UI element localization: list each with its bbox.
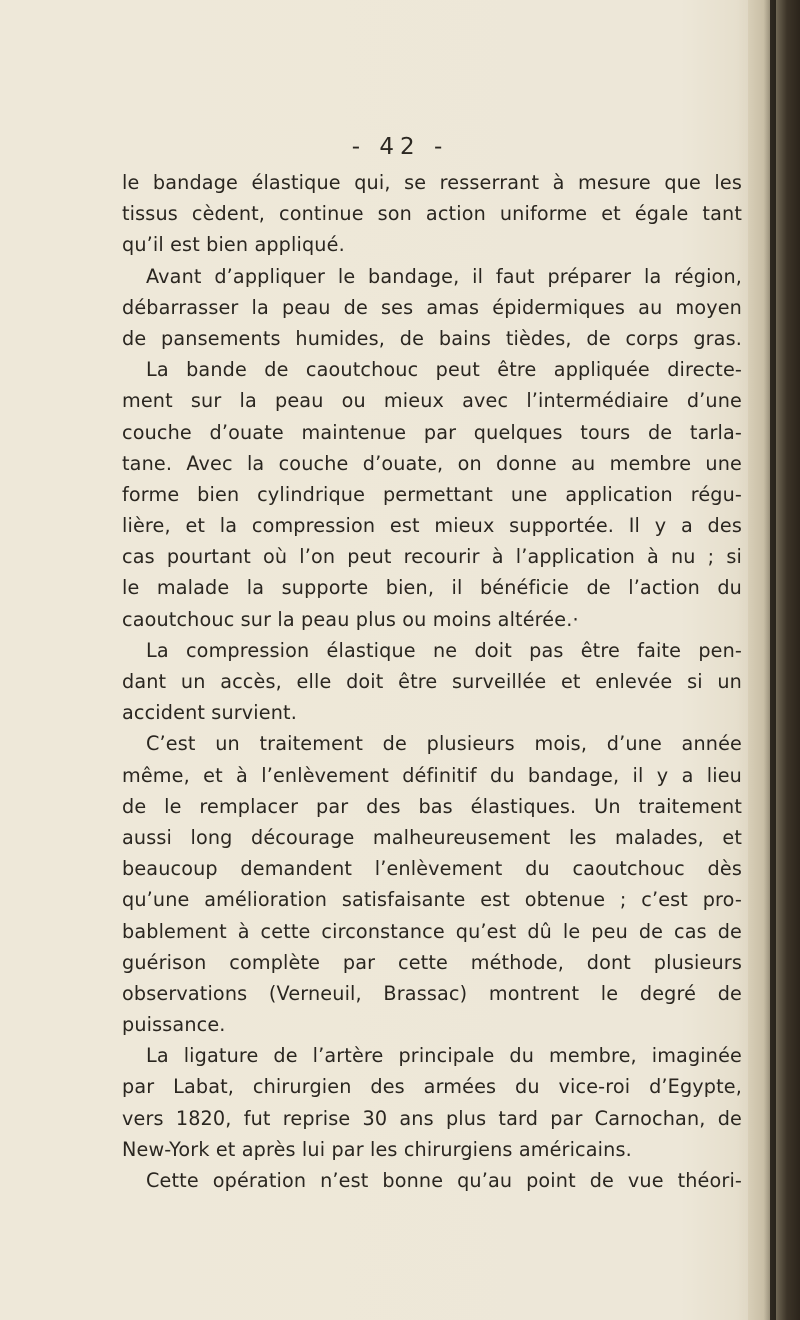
text-line: même, et à l’enlèvement définitif du bandage, il y a lieu [122,763,742,787]
text-line: le bandage élastique qui, se resserrant à mesure que les [122,171,742,194]
paragraph-start-line: Avant d’appliquer le bandage, il faut préparer la région, [146,264,742,288]
text-line: de le remplacer par des bas élastiques. Un traitement [122,794,742,818]
text-line: caoutchouc sur la peau plus ou moins altérée.· [122,607,579,631]
text-line: accident survient. [122,701,297,725]
text-line: lière, et la compression est mieux supportée. Il y a des [122,514,742,538]
text-line: vers 1820, fut reprise 30 ans plus tard par Carnochan, de [122,1106,742,1130]
text-line: puissance. [122,1013,226,1037]
text-line: par Labat, chirurgien des armées du vice-roi d’Egypte, [122,1075,742,1099]
text-line: cas pourtant où l’on peut recourir à l’application à nu ; si [122,545,742,569]
paragraph-start-line: La bande de caoutchouc peut être appliquée directe- [146,358,742,382]
text-line: tane. Avec la couche d’ouate, on donne au membre une [122,451,742,475]
text-line: forme bien cylindrique permettant une application régu- [122,482,742,506]
page-number: - 42 - [351,134,449,160]
text-line: tissus cèdent, continue son action uniforme et égale tant [122,202,742,226]
paragraph-start-line: La ligature de l’artère principale du membre, imaginée [146,1044,742,1068]
body-text [122,167,742,1196]
text-line: le malade la supporte bien, il bénéficie de l’action du [122,576,742,600]
paragraph-start-line: Cette opération n’est bonne qu’au point de vue théori- [146,1169,742,1192]
text-line: débarrasser la peau de ses amas épidermiques au moyen [122,295,742,319]
text-line: qu’il est bien appliqué. [122,233,345,257]
paragraph-start-line: C’est un traitement de plusieurs mois, d’une année [146,732,742,756]
text-line: guérison complète par cette méthode, dont plusieurs [122,950,742,974]
binding-edge [770,0,776,1320]
text-line: ment sur la peau ou mieux avec l’intermédiaire d’une [122,389,742,413]
text-line: dant un accès, elle doit être surveillée et enlevée si un [122,670,742,693]
text-line: observations (Verneuil, Brassac) montrent le degré de [122,981,742,1005]
paragraph-start-line: La compression élastique ne doit pas être faite pen- [146,638,742,662]
text-line: bablement à cette circonstance qu’est dû le peu de cas de [122,919,742,943]
text-line: New-York et après lui par les chirurgiens américains. [122,1137,632,1161]
text-line: qu’une amélioration satisfaisante est obtenue ; c’est pro- [122,888,742,912]
text-line: couche d’ouate maintenue par quelques tours de tarla- [122,420,742,444]
text-line: aussi long décourage malheureusement les malades, et [122,825,742,849]
text-line: de pansements humides, de bains tièdes, de corps gras. [122,326,742,350]
text-line: beaucoup demandent l’enlèvement du caoutchouc dès [122,857,742,881]
